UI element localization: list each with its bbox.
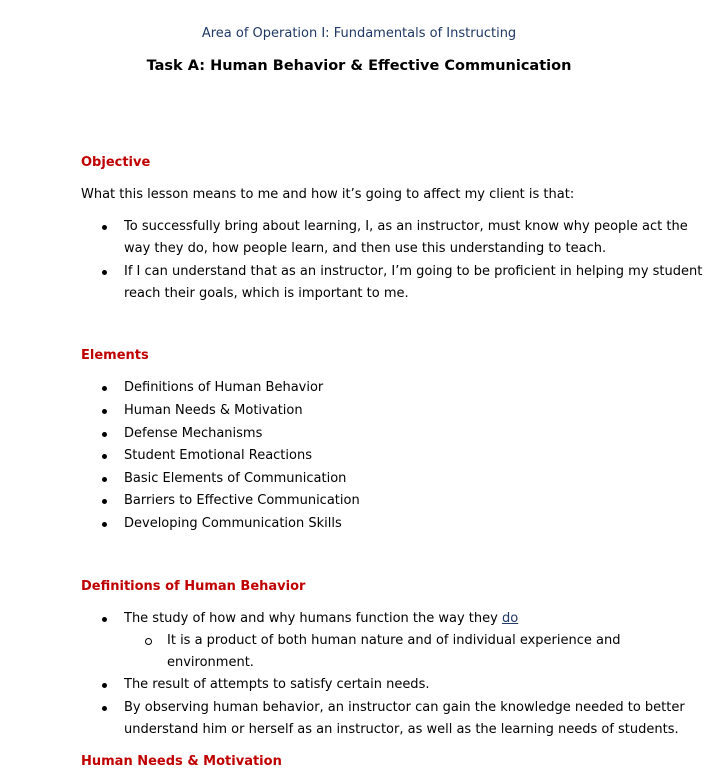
bullet-dot-icon xyxy=(102,522,107,527)
do-link[interactable]: do xyxy=(501,611,519,626)
bullet-dot-icon xyxy=(102,454,107,459)
bullet-dot-icon xyxy=(102,683,107,688)
sub-bullet-circle-icon xyxy=(145,638,152,645)
definitions-sub-bullet-line-1: It is a product of both human nature and of individual experience and xyxy=(167,633,621,648)
bullet-dot-icon xyxy=(102,706,107,711)
definitions-heading: Definitions of Human Behavior xyxy=(81,579,306,594)
elements-item: Developing Communication Skills xyxy=(124,516,342,531)
elements-item: Barriers to Effective Communication xyxy=(124,493,360,508)
bullet-dot-icon xyxy=(102,409,107,414)
definitions-sub-bullet-line-2: environment. xyxy=(167,655,254,670)
objective-intro: What this lesson means to me and how it’s going to affect my client is that: xyxy=(81,187,575,202)
definitions-bullet-2: The result of attempts to satisfy certain needs. xyxy=(124,677,430,692)
definitions-bullet-1 xyxy=(124,608,518,630)
bullet-dot-icon xyxy=(102,617,107,622)
area-of-operation-subtitle: Area of Operation I: Fundamentals of Instructing xyxy=(201,26,517,41)
elements-item: Student Emotional Reactions xyxy=(124,448,312,463)
objective-heading: Objective xyxy=(81,155,151,170)
elements-heading: Elements xyxy=(81,348,149,363)
bullet-dot-icon xyxy=(102,225,107,230)
definitions-bullet-1-text: The study of how and why humans function the way they xyxy=(124,611,502,626)
bullet-dot-icon xyxy=(102,386,107,391)
definitions-bullet-3-line-1: By observing human behavior, an instructor can gain the knowledge needed to better xyxy=(124,700,685,715)
objective-bullet-1-line-2: way they do, how people learn, and then use this understanding to teach. xyxy=(124,241,607,256)
objective-bullet-1-line-1: To successfully bring about learning, I, as an instructor, must know why people act the xyxy=(124,219,688,234)
bullet-dot-icon xyxy=(102,270,107,275)
objective-bullet-2-line-2: reach their goals, which is important to me. xyxy=(124,286,409,301)
elements-item: Defense Mechanisms xyxy=(124,426,263,441)
human-needs-heading: Human Needs & Motivation xyxy=(81,754,282,769)
bullet-dot-icon xyxy=(102,432,107,437)
bullet-dot-icon xyxy=(102,477,107,482)
bullet-dot-icon xyxy=(102,499,107,504)
elements-item: Basic Elements of Communication xyxy=(124,471,347,486)
definitions-bullet-3-line-2: understand him or herself as an instructor, as well as the learning needs of students. xyxy=(124,722,679,737)
elements-item: Human Needs & Motivation xyxy=(124,403,303,418)
task-title: Task A: Human Behavior & Effective Communication xyxy=(146,58,572,74)
objective-bullet-2-line-1: If I can understand that as an instructor, I’m going to be proficient in helping my student xyxy=(124,264,703,279)
elements-item: Definitions of Human Behavior xyxy=(124,380,324,395)
